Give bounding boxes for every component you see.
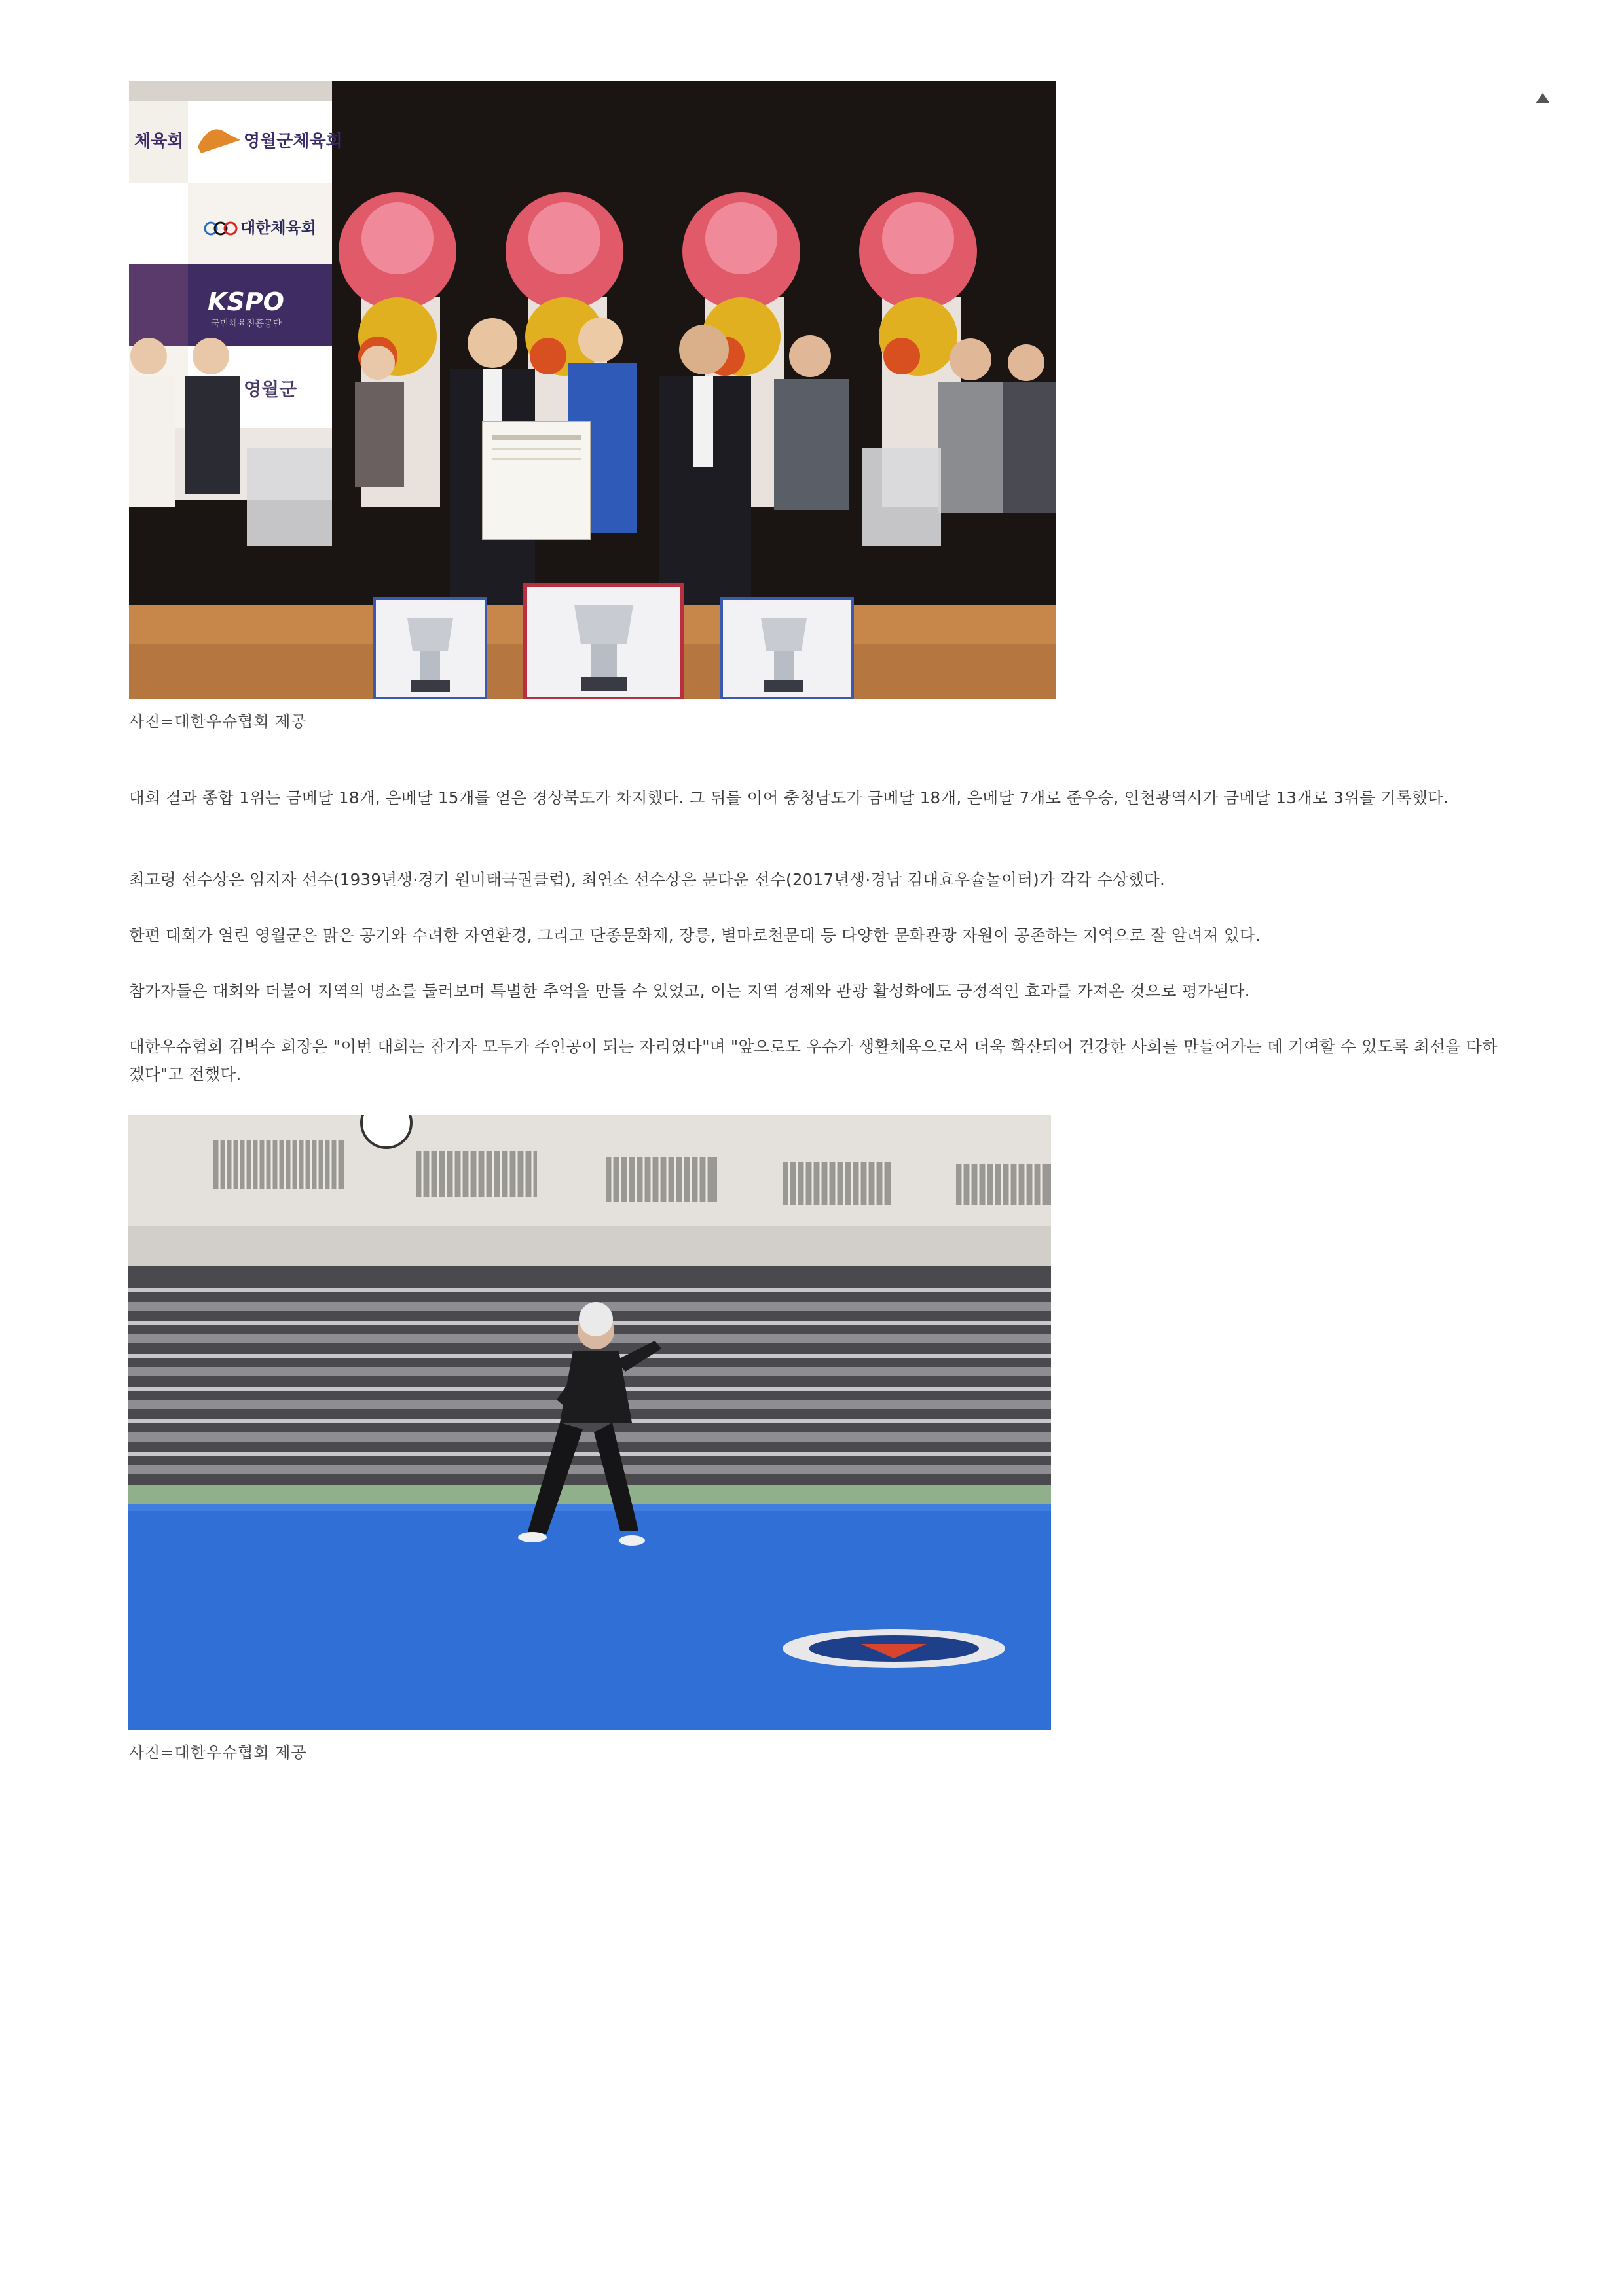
ceremony-photo: [129, 81, 1056, 699]
article-paragraph-4: 참가자들은 대회와 더불어 지역의 명소를 둘러보며 특별한 추억을 만들 수 있었고, 이는 지역 경제와 관광 활성화에도 긍정적인 효과를 가져온 것으로 평가된다.: [129, 981, 1250, 1000]
performance-photo: [128, 1115, 1051, 1730]
banner-text-1: 체육회: [134, 132, 184, 151]
article-paragraph-5: 대한우슈협회 김벽수 회장은 "이번 대회는 참가자 모두가 주인공이 되는 자리였다"며 "앞으로도 우슈가 생활체육으로서 더욱 확산되어 건강한 사회를 만들어가는 데 기여할 수 있도록 최선을 다하겠다"고 전했다.: [129, 1037, 1498, 1084]
banner-text-5: 국민체육진흥공단: [211, 319, 282, 329]
banner-text-3: 대한체육회: [240, 219, 316, 237]
trophy: [375, 598, 486, 699]
trophy: [525, 585, 682, 699]
article-paragraph-1: 대회 결과 종합 1위는 금메달 18개, 은메달 15개를 얻은 경상북도가 차지했다. 그 뒤를 이어 충청남도가 금메달 18개, 은메달 7개로 준우승, 인천광역시가 금메달 13개로 3위를 기록했다.: [129, 788, 1449, 807]
photo-caption-1: 사진=대한우슈협회 제공: [129, 712, 307, 731]
article-paragraph-2: 최고령 선수상은 임지자 선수(1939년생·경기 원미태극권클럽), 최연소 선수상은 문다운 선수(2017년생·경남 김대효우슐놀이터)가 각각 수상했다.: [129, 870, 1166, 889]
triangle-up-icon[interactable]: [1536, 93, 1550, 103]
banner-text-2: 영월군체육회: [244, 132, 342, 151]
floor-logo: [783, 1629, 1005, 1668]
article-paragraph-3: 한편 대회가 열린 영월군은 맑은 공기와 수려한 자연환경, 그리고 단종문화제, 장릉, 별마로천문대 등 다양한 문화관광 자원이 공존하는 지역으로 잘 알려져 있다.: [129, 926, 1261, 945]
banner-text-4: KSPO: [208, 287, 284, 316]
photo-caption-2: 사진=대한우슈협회 제공: [129, 1743, 307, 1762]
trophy: [722, 598, 853, 699]
banner-text-6: 영월군: [244, 378, 297, 400]
